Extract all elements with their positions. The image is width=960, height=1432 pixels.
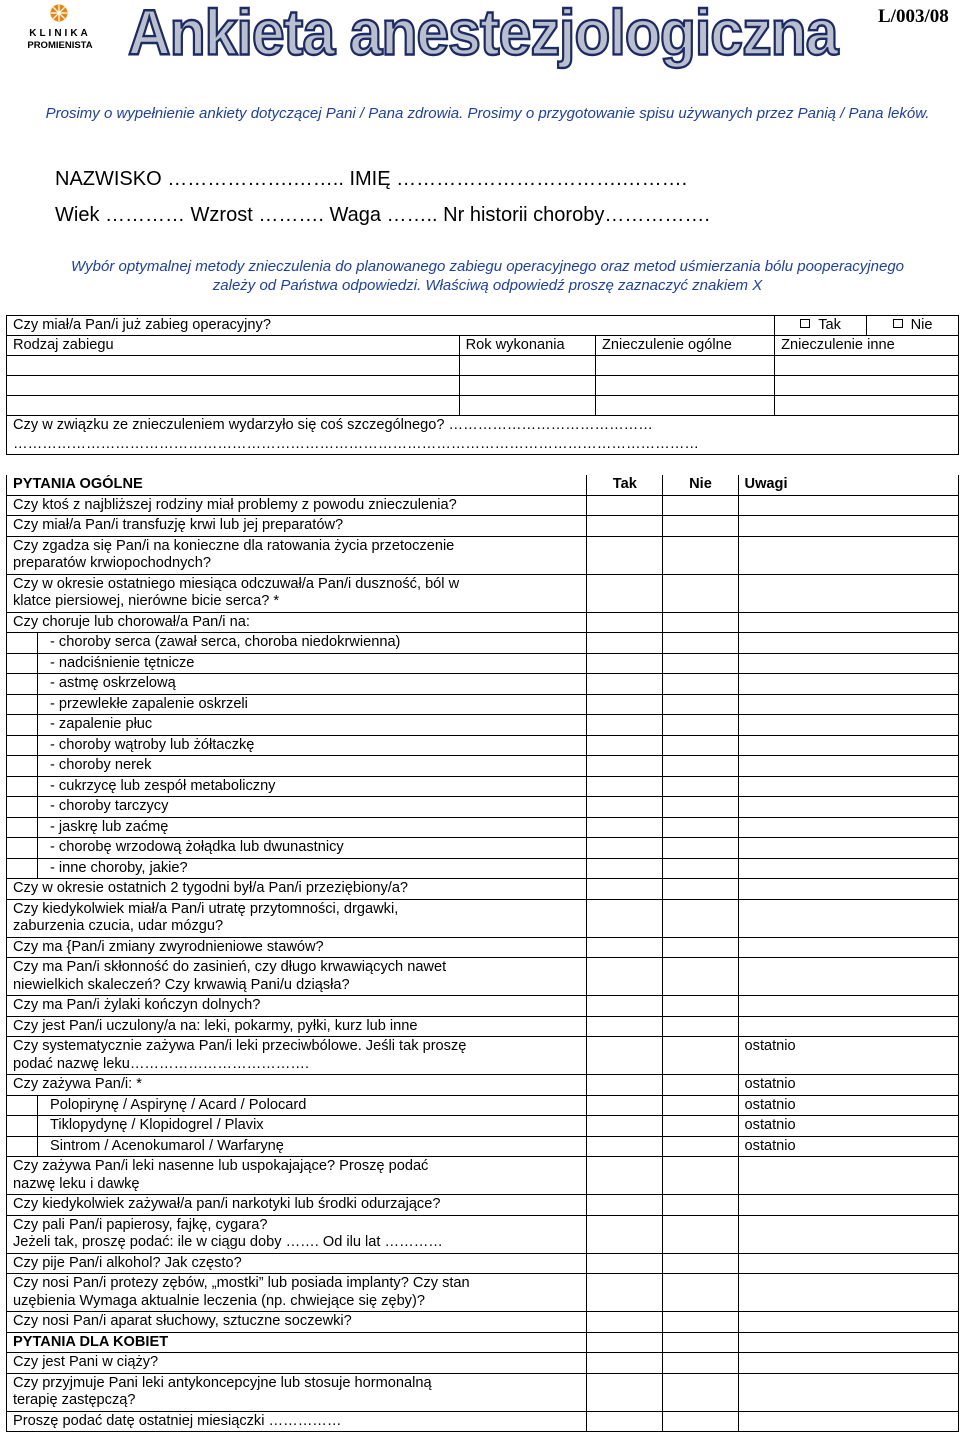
- disease-row: - jaskrę lub zaćmę: [7, 817, 959, 838]
- question-row: Czy nosi Pan/i aparat słuchowy, sztuczne soczewki?: [7, 1312, 959, 1333]
- disease-row: - choroby tarczycy: [7, 797, 959, 818]
- question-row: Czy w okresie ostatniego miesiąca odczuwał/a Pan/i duszność, ból w klatce piersiowej, nierówne bicie serca? *: [7, 574, 959, 612]
- yes-cell[interactable]: [587, 899, 663, 937]
- notes-cell[interactable]: [738, 776, 958, 797]
- yes-cell[interactable]: [587, 516, 663, 537]
- question-row: Czy nosi Pan/i protezy zębów, „mostki” lub posiada implanty? Czy stan uzębienia Wymaga aktualnie leczenia (np. chwiejące się zęby)?: [7, 1274, 959, 1312]
- section-title-women: PYTANIA DLA KOBIET: [7, 1332, 587, 1353]
- name-fields[interactable]: NAZWISKO ……………….…….. IMIĘ …………………………….……….: [55, 168, 688, 190]
- notes-cell[interactable]: [738, 996, 958, 1017]
- yes-cell[interactable]: [587, 858, 663, 879]
- no-cell[interactable]: [663, 516, 738, 537]
- notes-cell[interactable]: [738, 735, 958, 756]
- notes-cell[interactable]: ostatnio: [738, 1095, 958, 1116]
- yes-cell[interactable]: [587, 1411, 663, 1432]
- yes-cell[interactable]: [587, 958, 663, 996]
- yes-cell[interactable]: [587, 1037, 663, 1075]
- yes-cell[interactable]: [587, 1274, 663, 1312]
- notes-cell[interactable]: [738, 715, 958, 736]
- yes-cell[interactable]: [587, 1116, 663, 1137]
- yes-cell[interactable]: [587, 495, 663, 516]
- surgery-cell[interactable]: [7, 356, 460, 376]
- notes-cell[interactable]: [738, 516, 958, 537]
- no-cell[interactable]: [663, 674, 738, 695]
- question-row: Czy zażywa Pan/i leki nasenne lub uspokajające? Proszę podać nazwę leku i dawkę: [7, 1157, 959, 1195]
- no-cell[interactable]: [663, 996, 738, 1017]
- col-yes: Tak: [587, 475, 663, 495]
- surgery-cell[interactable]: [459, 356, 595, 376]
- no-cell[interactable]: [663, 1016, 738, 1037]
- yes-cell[interactable]: [587, 574, 663, 612]
- question-row: Czy miał/a Pan/i transfuzję krwi lub jej preparatów?: [7, 516, 959, 537]
- yes-cell[interactable]: [587, 817, 663, 838]
- notes-cell[interactable]: ostatnio: [738, 1116, 958, 1137]
- notes-cell[interactable]: [738, 858, 958, 879]
- no-cell[interactable]: [663, 495, 738, 516]
- previous-surgery-question: Czy miał/a Pan/i już zabieg operacyjny?: [7, 316, 775, 336]
- notes-cell[interactable]: [738, 1353, 958, 1374]
- col-notes: Uwagi: [738, 475, 958, 495]
- notes-cell[interactable]: [738, 653, 958, 674]
- form-title: Ankieta anestezjologiczna: [128, 0, 838, 69]
- drug-row: Polopirynę / Aspirynę / Acard / Polocard ostatnio: [7, 1095, 959, 1116]
- no-cell[interactable]: [663, 612, 738, 633]
- question-row: Czy ma Pan/i skłonność do zasinień, czy długo krwawiących nawet niewielkich skaleczeń? Czy krwawią Pani/u dziąsła?: [7, 958, 959, 996]
- yes-cell[interactable]: [587, 776, 663, 797]
- surgery-cell[interactable]: [596, 376, 775, 396]
- no-cell[interactable]: [663, 879, 738, 900]
- disease-row: - astmę oskrzelową: [7, 674, 959, 695]
- info-line-2: zależy od Państwa odpowiedzi. Właściwą odpowiedź proszę zaznaczyć znakiem X: [212, 277, 763, 294]
- general-questions-table: [6, 475, 959, 1432]
- no-cell[interactable]: [663, 633, 738, 654]
- col-no: Nie: [663, 475, 738, 495]
- notes-cell[interactable]: [738, 817, 958, 838]
- notes-cell[interactable]: [738, 536, 958, 574]
- no-cell[interactable]: [663, 1075, 738, 1096]
- surgery-cell[interactable]: [775, 376, 959, 396]
- yes-cell[interactable]: [587, 937, 663, 958]
- yes-cell[interactable]: [587, 1157, 663, 1195]
- yes-cell[interactable]: [587, 1253, 663, 1274]
- sun-icon: [50, 4, 68, 22]
- no-cell[interactable]: [663, 899, 738, 937]
- logo-text-promienista: PROMIENISTA: [27, 40, 93, 51]
- notes-cell[interactable]: [738, 1195, 958, 1216]
- no-cell[interactable]: [663, 817, 738, 838]
- yes-cell[interactable]: [587, 653, 663, 674]
- surgery-cell[interactable]: [459, 396, 595, 416]
- no-cell[interactable]: [663, 1411, 738, 1432]
- notes-cell[interactable]: [738, 899, 958, 937]
- question-row: Czy choruje lub chorował/a Pan/i na:: [7, 612, 959, 633]
- notes-cell[interactable]: ostatnio: [738, 1037, 958, 1075]
- yes-cell[interactable]: [587, 756, 663, 777]
- yes-cell[interactable]: [587, 715, 663, 736]
- question-row: Czy jest Pan/i uczulony/a na: leki, pokarmy, pyłki, kurz lub inne: [7, 1016, 959, 1037]
- notes-cell[interactable]: [738, 1215, 958, 1253]
- disease-row: - choroby serca (zawał serca, choroba niedokrwienna): [7, 633, 959, 654]
- patient-metrics-fields[interactable]: Wiek ………… Wzrost ………. Waga …….. Nr historii choroby…………….: [55, 204, 710, 226]
- disease-row: - chorobę wrzodową żołądka lub dwunastnicy: [7, 838, 959, 859]
- notes-cell[interactable]: [738, 937, 958, 958]
- yes-cell[interactable]: [587, 838, 663, 859]
- notes-cell[interactable]: [738, 756, 958, 777]
- header-surgery-type: Rodzaj zabiegu: [7, 336, 460, 356]
- answer-yes[interactable]: Tak: [775, 316, 867, 336]
- no-cell[interactable]: [663, 1195, 738, 1216]
- no-cell[interactable]: [663, 1215, 738, 1253]
- notes-cell[interactable]: [738, 879, 958, 900]
- yes-cell[interactable]: [587, 1016, 663, 1037]
- no-cell[interactable]: [663, 1095, 738, 1116]
- yes-cell[interactable]: [587, 536, 663, 574]
- yes-cell[interactable]: [587, 797, 663, 818]
- yes-cell[interactable]: [587, 1075, 663, 1096]
- no-cell[interactable]: [663, 776, 738, 797]
- no-cell[interactable]: [663, 756, 738, 777]
- no-cell[interactable]: [663, 1116, 738, 1137]
- drug-row: Tiklopydynę / Klopidogrel / Plavix ostatnio: [7, 1116, 959, 1137]
- disease-row: - nadciśnienie tętnicze: [7, 653, 959, 674]
- notes-cell[interactable]: [738, 612, 958, 633]
- no-cell[interactable]: [663, 858, 738, 879]
- notes-cell[interactable]: [738, 1373, 958, 1411]
- no-cell[interactable]: [663, 1353, 738, 1374]
- surgery-cell[interactable]: [596, 396, 775, 416]
- section-title-general: PYTANIA OGÓLNE: [7, 475, 587, 495]
- disease-row: - choroby wątroby lub żółtaczkę: [7, 735, 959, 756]
- notes-cell[interactable]: ostatnio: [738, 1136, 958, 1157]
- notes-cell[interactable]: [738, 633, 958, 654]
- no-cell[interactable]: [663, 1373, 738, 1411]
- incident-question[interactable]: Czy w związku ze znieczuleniem wydarzyło się coś szczególnego? …………………………………… ……………………………………………………………………………………………………………………………: [7, 416, 959, 455]
- notes-cell[interactable]: [738, 1274, 958, 1312]
- no-cell[interactable]: [663, 653, 738, 674]
- notes-cell[interactable]: [738, 1253, 958, 1274]
- notes-cell[interactable]: [738, 674, 958, 695]
- yes-cell[interactable]: [587, 674, 663, 695]
- question-row: Czy przyjmuje Pani leki antykoncepcyjne lub stosuje hormonalną terapię zastępczą?: [7, 1373, 959, 1411]
- question-row: Czy zgadza się Pan/i na konieczne dla ratowania życia przetoczenie preparatów krwiopochodnych?: [7, 536, 959, 574]
- notes-cell[interactable]: [738, 1016, 958, 1037]
- no-cell[interactable]: [663, 958, 738, 996]
- no-cell[interactable]: [663, 574, 738, 612]
- surgery-cell[interactable]: [775, 396, 959, 416]
- notes-cell[interactable]: [738, 574, 958, 612]
- yes-cell[interactable]: [587, 633, 663, 654]
- no-cell[interactable]: [663, 1136, 738, 1157]
- notes-cell[interactable]: [738, 958, 958, 996]
- yes-cell[interactable]: [587, 612, 663, 633]
- yes-cell[interactable]: [587, 1312, 663, 1333]
- notes-cell[interactable]: [738, 1312, 958, 1333]
- surgery-cell[interactable]: [775, 356, 959, 376]
- notes-cell[interactable]: [738, 1411, 958, 1432]
- question-row: Czy ktoś z najbliższej rodziny miał problemy z powodu znieczulenia?: [7, 495, 959, 516]
- yes-cell[interactable]: [587, 1195, 663, 1216]
- header-other-anesthesia: Znieczulenie inne: [775, 336, 959, 356]
- notes-cell[interactable]: [738, 797, 958, 818]
- question-row: Czy w okresie ostatnich 2 tygodni był/a Pan/i przeziębiony/a?: [7, 879, 959, 900]
- no-cell[interactable]: [663, 937, 738, 958]
- yes-cell[interactable]: [587, 1215, 663, 1253]
- no-cell[interactable]: [663, 1312, 738, 1333]
- yes-cell[interactable]: [587, 694, 663, 715]
- answer-no[interactable]: Nie: [867, 316, 959, 336]
- yes-cell[interactable]: [587, 879, 663, 900]
- yes-cell[interactable]: [587, 735, 663, 756]
- info-text: [20, 257, 955, 295]
- question-row: Czy systematycznie zażywa Pan/i leki przeciwbólowe. Jeśli tak proszę podać nazwę leku………………………………. ostatnio: [7, 1037, 959, 1075]
- surgery-cell[interactable]: [7, 396, 460, 416]
- disease-row: - przewlekłe zapalenie oskrzeli: [7, 694, 959, 715]
- document-code: L/003/08: [878, 6, 949, 27]
- checkbox-icon[interactable]: [893, 319, 903, 328]
- notes-cell[interactable]: [738, 495, 958, 516]
- question-row: Czy pije Pan/i alkohol? Jak często?: [7, 1253, 959, 1274]
- notes-cell[interactable]: [738, 1157, 958, 1195]
- no-cell[interactable]: [663, 715, 738, 736]
- notes-cell[interactable]: [738, 838, 958, 859]
- disease-row: - cukrzycę lub zespół metaboliczny: [7, 776, 959, 797]
- surgery-history-table: [6, 315, 959, 455]
- notes-cell[interactable]: [738, 694, 958, 715]
- no-cell[interactable]: [663, 1037, 738, 1075]
- surgery-cell[interactable]: [459, 376, 595, 396]
- question-row: Czy ma Pan/i żylaki kończyn dolnych?: [7, 996, 959, 1017]
- logo-text-klinika: KLINIKA: [29, 28, 91, 39]
- question-row: Czy pali Pan/i papierosy, fajkę, cygara? Jeżeli tak, proszę podać: ile w ciągu doby ……. Od ilu lat …………: [7, 1215, 959, 1253]
- no-cell[interactable]: [663, 1253, 738, 1274]
- intro-text: Prosimy o wypełnienie ankiety dotyczącej Pani / Pana zdrowia. Prosimy o przygotowanie spisu używanych przez Panią / Pana leków.: [45, 105, 930, 122]
- checkbox-icon[interactable]: [800, 319, 810, 328]
- notes-cell[interactable]: ostatnio: [738, 1075, 958, 1096]
- header-general-anesthesia: Znieczulenie ogólne: [596, 336, 775, 356]
- disease-row: - zapalenie płuc: [7, 715, 959, 736]
- no-cell[interactable]: [663, 1274, 738, 1312]
- surgery-cell[interactable]: [596, 356, 775, 376]
- question-row: Czy ma {Pan/i zmiany zwyrodnieniowe stawów?: [7, 937, 959, 958]
- yes-cell[interactable]: [587, 1095, 663, 1116]
- question-row: Czy jest Pani w ciąży?: [7, 1353, 959, 1374]
- drug-row: Sintrom / Acenokumarol / Warfarynę ostatnio: [7, 1136, 959, 1157]
- question-row: Czy zażywa Pan/i: * ostatnio: [7, 1075, 959, 1096]
- info-line-1: Wybór optymalnej metody znieczulenia do planowanego zabiegu operacyjnego oraz metod uśmierzania bólu pooperacyjnego: [70, 258, 904, 275]
- header-year: Rok wykonania: [459, 336, 595, 356]
- surgery-cell[interactable]: [7, 376, 460, 396]
- question-row: Proszę podać datę ostatniej miesiączki ……………: [7, 1411, 959, 1432]
- yes-cell[interactable]: [587, 1353, 663, 1374]
- question-row: Czy kiedykolwiek zażywał/a pan/i narkotyki lub środki odurzające?: [7, 1195, 959, 1216]
- clinic-logo: [10, 4, 110, 52]
- no-cell[interactable]: [663, 735, 738, 756]
- disease-row: - choroby nerek: [7, 756, 959, 777]
- no-cell[interactable]: [663, 838, 738, 859]
- question-row: Czy kiedykolwiek miał/a Pan/i utratę przytomności, drgawki, zaburzenia czucia, udar mózgu?: [7, 899, 959, 937]
- no-cell[interactable]: [663, 536, 738, 574]
- yes-cell[interactable]: [587, 1136, 663, 1157]
- yes-cell[interactable]: [587, 1373, 663, 1411]
- no-cell[interactable]: [663, 694, 738, 715]
- no-cell[interactable]: [663, 797, 738, 818]
- yes-cell[interactable]: [587, 996, 663, 1017]
- no-cell[interactable]: [663, 1157, 738, 1195]
- disease-row: - inne choroby, jakie?: [7, 858, 959, 879]
